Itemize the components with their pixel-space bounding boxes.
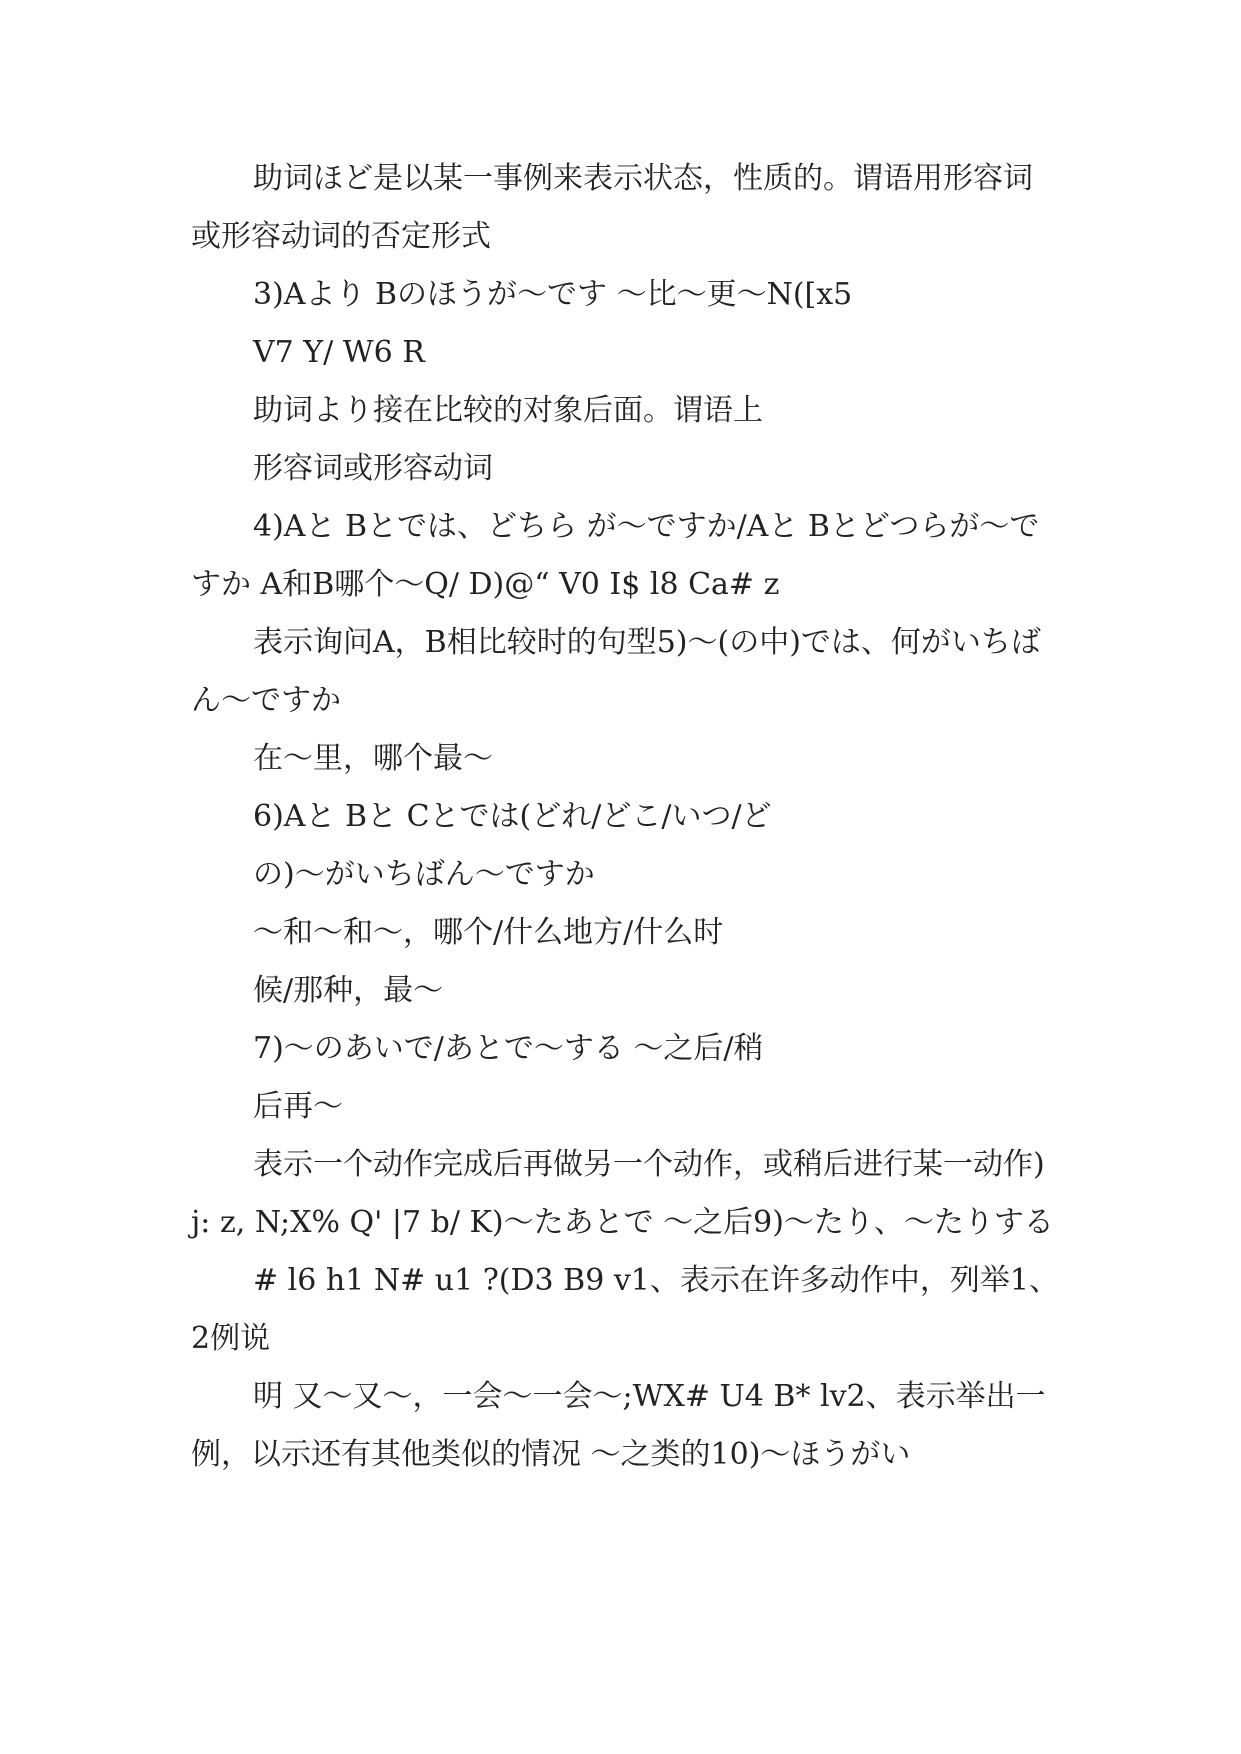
paragraph-4: 助词より接在比较的对象后面。谓语上: [253, 393, 763, 428]
paragraph-9: 6)Aと Bと Cとでは(どれ/どこ/いつ/ど: [253, 799, 772, 834]
paragraph-17: 明 又～又～，一会～一会～;WX# U4 B* lv2、表示举出一例，以示还有其他类似的情况 ～之类的10)～ほうがい: [191, 1379, 1046, 1472]
paragraph-11: ～和～和～，哪个/什么地方/什么时: [253, 915, 724, 950]
paragraph-5: 形容词或形容动词: [253, 451, 493, 486]
paragraph-3: V7 Y/ W6 R: [253, 335, 425, 370]
paragraph-6: 4)Aと Bとでは、どちら が～ですか/Aと Bとどつらが～ですか A和B哪个～Q/ D)@“ V0 I$ l8 Ca# z: [191, 509, 1040, 602]
paragraph-14: 后再～: [253, 1089, 343, 1124]
paragraph-10: の)～がいちばん～ですか: [253, 857, 595, 892]
paragraph-13: 7)～のあいで/あとで～する ～之后/稍: [253, 1031, 764, 1066]
paragraph-2: 3)Aより Bのほうが～です ～比～更～N([x5: [253, 277, 853, 312]
paragraph-1: 助词ほど是以某一事例来表示状态，性质的。谓语用形容词或形容动词的否定形式: [191, 161, 1033, 254]
paragraph-16: # l6 h1 N# u1 ?(D3 B9 v1、表示在许多动作中，列举1、2例说: [191, 1263, 1059, 1356]
paragraph-8: 在～里，哪个最～: [253, 741, 493, 776]
document-body: [191, 150, 1061, 1484]
paragraph-12: 候/那种，最～: [253, 973, 444, 1008]
paragraph-15: 表示一个动作完成后再做另一个动作，或稍后进行某一动作)j: z, N;X% Q' |7 b/ K)～たあとで ～之后9)～たり、～たりする: [191, 1147, 1054, 1240]
paragraph-7: 表示询问A，B相比较时的句型5)～(の中)では、何がいちばん～ですか: [191, 625, 1041, 718]
